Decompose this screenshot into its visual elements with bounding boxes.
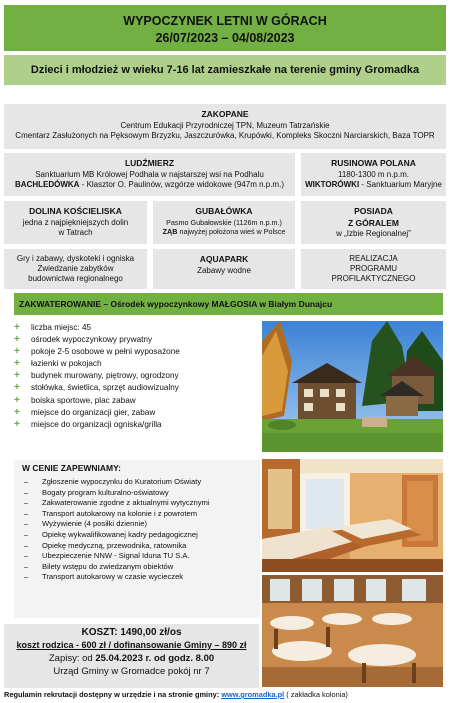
footer-note: Regulamin rekrutacji dostępny w urzędzie i na stronie gminy: www.gromadka.pl ( zakładka kolonia) — [4, 690, 348, 699]
dining-photo-image — [262, 575, 443, 687]
rusinowa-box — [301, 153, 446, 196]
dash-icon: – — [24, 487, 29, 497]
dash-icon: – — [24, 561, 29, 571]
plus-icon: + — [14, 418, 20, 430]
title-banner — [4, 5, 446, 51]
ludzmierz-line2: - Klasztor O. Paulinów, wzgórze widokowe (947m n.p.m.) — [79, 179, 284, 189]
included-heading: W CENIE ZAPEWNIAMY: — [22, 463, 122, 473]
ludzmierz-heading: LUDŹMIERZ — [124, 158, 175, 168]
gubalowka-line2: najwyżej położona wieś w Polsce — [177, 226, 286, 236]
included-item: – Bilety wstępu do zwiedzanym obiektów — [24, 561, 174, 571]
posiada-box — [301, 201, 446, 244]
posiada-line1: w „Izbie Regionalnej” — [336, 229, 411, 239]
zakopane-line1: Centrum Edukacji Przyrodniczej TPN, Muzeum Tatrzańskie — [120, 120, 330, 130]
dash-icon: – — [24, 508, 29, 518]
gry-line3: budownictwa regionalnego — [28, 274, 123, 283]
feature-item: + łazienki w pokojach — [14, 358, 102, 370]
included-list — [14, 477, 260, 583]
plus-icon: + — [14, 382, 20, 394]
gubalowka-heading: GUBAŁÓWKA — [195, 206, 253, 216]
aquapark-heading: AQUAPARK — [199, 254, 249, 264]
gry-line1: Gry i zabawy, dyskoteki i ogniska — [16, 254, 135, 263]
bachledowka-label: BACHLEDÓWKA — [15, 179, 80, 189]
dash-icon: – — [24, 529, 29, 539]
included-item: – Transport autokarowy na kolonie i z powrotem — [24, 508, 198, 518]
included-box — [14, 460, 260, 618]
house-photo — [262, 321, 443, 452]
ludzmierz-box — [4, 153, 295, 196]
gry-box — [4, 249, 147, 289]
cost-breakdown: koszt rodzica - 600 zł / dofinansowanie Gminy – 890 zł — [16, 640, 247, 650]
zakopane-box — [4, 104, 446, 149]
registration-date: Zapisy: od 25.04.2023 r. od godz. 8.00 — [48, 653, 215, 664]
realizacja-box — [301, 249, 446, 289]
cost-box — [4, 624, 259, 688]
dolina-line1: jedna z najpiękniejszych dolin — [22, 217, 129, 227]
dash-icon: – — [24, 551, 29, 561]
zakopane-heading: ZAKOPANE — [201, 109, 249, 119]
accommodation-banner: ZAKWATEROWANIE – Ośrodek wypoczynkowy MAŁGOSIA w Białym Dunajcu — [14, 293, 443, 315]
zab-label: ZĄB — [162, 226, 178, 236]
dash-icon: – — [24, 498, 29, 508]
registration-place: Urząd Gminy w Gromadce pokój nr 7 — [53, 666, 210, 677]
wiktorowki-label: WIKTORÓWKI — [305, 179, 360, 189]
zakopane-line2: Cmentarz Zasłużonych na Pęksowym Brzyzku, Jaszczurówka, Krupówki, Kompleks Skoczni Narciarskich, Baza TOPR — [15, 130, 435, 140]
subtitle-banner: Dzieci i młodzież w wieku 7-16 lat zamieszkałe na terenie gminy Gromadka — [4, 55, 446, 85]
included-item: – Zakwaterowanie zgodne z aktualnymi wytycznymi — [24, 498, 210, 508]
title-line1: WYPOCZYNEK LETNI W GÓRACH — [123, 14, 327, 28]
included-item: – Wyżywienie (4 posiłki dziennie) — [24, 519, 148, 529]
dash-icon: – — [24, 519, 29, 529]
realizacja-line1: REALIZACJA — [349, 254, 398, 263]
feature-item: + budynek murowany, piętrowy, ogrodzony — [14, 370, 179, 382]
house-photo-image — [262, 321, 443, 452]
included-item: – Zgłoszenie wypoczynku do Kuratorium Oświaty — [24, 477, 202, 486]
plus-icon: + — [14, 334, 20, 346]
dash-icon: – — [24, 572, 29, 582]
dash-icon: – — [24, 477, 29, 486]
aquapark-box — [153, 249, 295, 289]
included-item: – Transport autokarowy w czasie wycieczek — [24, 572, 184, 582]
website-link[interactable]: www.gromadka.pl — [221, 690, 285, 699]
dolina-line2: w Tatrach — [58, 227, 93, 237]
rusinowa-line1: 1180-1300 m n.p.m. — [337, 169, 409, 179]
gubalowka-line1: Pasmo Gubałowskie (1126m n.p.m.) — [166, 217, 282, 227]
dash-icon: – — [24, 540, 29, 550]
plus-icon: + — [14, 346, 20, 358]
gry-line2: Zwiedzanie zabytków — [37, 264, 114, 273]
feature-item: + miejsce do organizacji gier, zabaw — [14, 406, 156, 418]
realizacja-line3: PROFILAKTYCZNEGO — [331, 274, 416, 283]
ludzmierz-line1: Sanktuarium MB Królowej Podhala w najstarszej wsi na Podhalu — [35, 169, 264, 179]
realizacja-line2: PROGRAMU — [349, 264, 398, 273]
plus-icon: + — [14, 358, 20, 370]
dolina-box — [4, 201, 147, 244]
footer-tab-note: ( zakładka kolonia) — [284, 690, 348, 699]
cost-total: KOSZT: 1490,00 zł/os — [81, 627, 182, 638]
dining-photo — [262, 575, 443, 687]
feature-item: + pokoje 2-5 osobowe w pełni wyposażone — [14, 346, 180, 358]
title-dates: 26/07/2023 – 04/08/2023 — [155, 31, 295, 45]
rusinowa-heading: RUSINOWA POLANA — [331, 158, 416, 168]
feature-item: + liczba miejsc: 45 — [14, 322, 92, 333]
posiada-heading: POSIADA — [354, 206, 393, 216]
plus-icon: + — [14, 370, 20, 382]
dolina-heading: DOLINA KOŚCIELISKA — [29, 206, 122, 216]
included-item: – Opiekę wykwalifikowanej kadry pedagogicznej — [24, 529, 198, 539]
aquapark-line1: Zabawy wodne — [197, 265, 251, 275]
feature-item: + stołówka, świetlica, sprzęt audiowizualny — [14, 382, 179, 394]
included-item: – Opiekę medyczną, przewodnika, ratownika — [24, 540, 187, 550]
plus-icon: + — [14, 322, 20, 333]
bedroom-photo-image — [262, 459, 443, 572]
feature-item: + boiska sportowe, plac zabaw — [14, 394, 136, 406]
feature-item: + miejsce do organizacji ogniska/grilla — [14, 418, 162, 430]
included-item: – Bogaty program kulturalno-oświatowy — [24, 487, 169, 497]
features-list — [14, 322, 260, 431]
plus-icon: + — [14, 406, 20, 418]
included-item: – Ubezpieczenie NNW - Signal Iduna TU S.A. — [24, 551, 190, 561]
plus-icon: + — [14, 394, 20, 406]
gubalowka-box — [153, 201, 295, 244]
rusinowa-line2: - Sanktuarium Maryjne — [359, 179, 442, 189]
posiada-heading2: Z GÓRALEM — [348, 217, 399, 228]
feature-item: + ośrodek wypoczynkowy prywatny — [14, 334, 153, 346]
bedroom-photo — [262, 459, 443, 572]
